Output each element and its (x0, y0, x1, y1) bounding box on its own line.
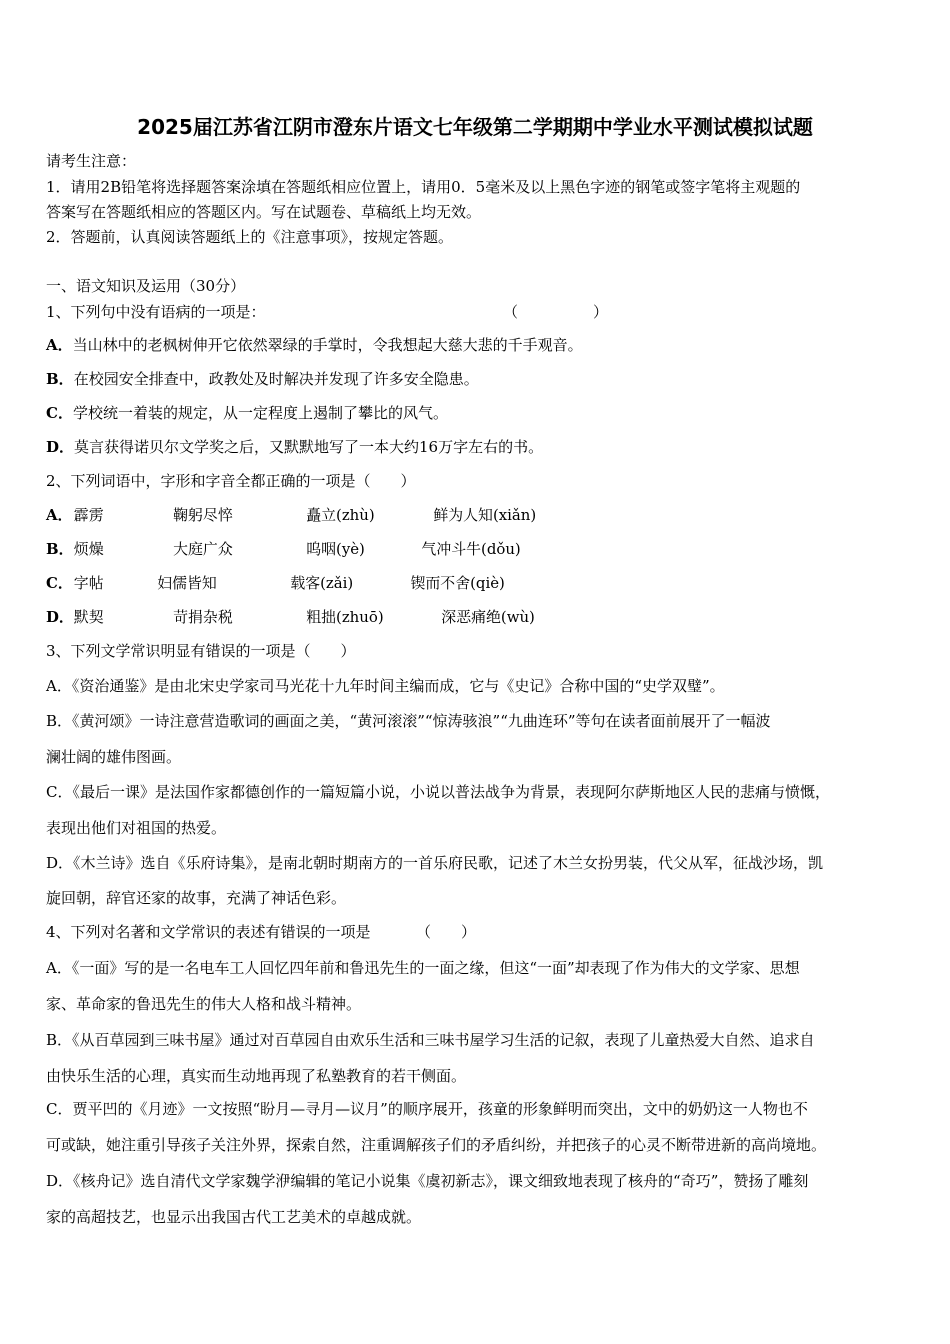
notice-line: 2．答题前，认真阅读答题纸上的《注意事项》，按规定答题。 (46, 228, 454, 246)
word: 鲜为人知(xiǎn) (433, 506, 537, 524)
question-2-stem: 2、下列词语中，字形和字音全都正确的一项是（ ） (46, 472, 416, 490)
option-text: 澜壮阔的雄伟图画。 (46, 748, 182, 766)
word: 载客(zǎi) (290, 574, 354, 592)
word: 粗拙(zhuō) (306, 608, 384, 626)
option-row (46, 335, 583, 355)
word-row (46, 607, 920, 627)
option-text: C．贾平凹的《月迹》一文按照“盼月—寻月—议月”的顺序展开，孩童的形象鲜明而突出，文中的奶奶这一人物也不 (46, 1100, 808, 1118)
option-text: B．《黄河颂》一诗注意营造歌词的画面之美，“黄河滚滚”“惊涛骇浪”“九曲连环”等句在读者面前展开了一幅波 (46, 712, 771, 730)
notice-line: 答案写在答题纸相应的答题区内。写在试题卷、草稿纸上均无效。 (46, 203, 482, 221)
page-title: 2025届江苏省江阴市澄东片语文七年级第二学期期中学业水平测试模拟试题 (137, 115, 813, 139)
option-label: B． (46, 540, 74, 558)
option-label: C． (46, 404, 73, 422)
option-text: B．《从百草园到三味书屋》通过对百草园自由欢乐生活和三味书屋学习生活的记叙，表现了儿童热爱大自然、追求自 (46, 1031, 815, 1049)
word: 呜咽(yè) (306, 540, 365, 558)
notice-header: 请考生注意： (46, 152, 137, 170)
word: 烦燥 (73, 540, 104, 558)
notice-line: 1．请用2B铅笔将选择题答案涂填在答题纸相应位置上，请用0．5毫米及以上黑色字迹的钢笔或签字笔将主观题的 (46, 178, 801, 196)
option-text: 当山林中的老枫树伸开它依然翠绿的手掌时，令我想起大慈大悲的千手观音。 (72, 336, 583, 354)
option-label: D． (46, 438, 75, 456)
option-text: 可或缺，她注重引导孩子关注外界，探索自然，注重调解孩子们的矛盾纠纷，并把孩子的心灵不断带进新的高尚境地。 (46, 1136, 827, 1154)
word: 大庭广众 (173, 540, 233, 558)
word: 锲而不舍(qiè) (410, 574, 505, 592)
option-text: 莫言获得诺贝尔文学奖之后，又默默地写了一本大约16万字左右的书。 (74, 438, 544, 456)
option-text: 家的高超技艺，也显示出我国古代工艺美术的卓越成就。 (46, 1208, 422, 1226)
word: 霹雳 (73, 506, 104, 524)
word: 默契 (73, 608, 104, 626)
word: 深恶痛绝(wù) (441, 608, 535, 626)
option-row (46, 403, 448, 423)
option-text: 旋回朝，辞官还家的故事，充满了神话色彩。 (46, 889, 347, 907)
answer-paren: （ ） (503, 303, 609, 321)
word: 气冲斗牛(dǒu) (421, 540, 521, 558)
option-row (46, 369, 479, 389)
answer-paren: （ ） (416, 923, 477, 941)
option-text: A．《资治通鉴》是由北宋史学家司马光花十九年时间主编而成，它与《史记》合称中国的“史学双璧”。 (46, 677, 725, 695)
word: 矗立(zhù) (306, 506, 375, 524)
word-row (46, 539, 920, 559)
question-3-stem: 3、下列文学常识明显有错误的一项是（ ） (46, 642, 356, 660)
option-label: B． (46, 370, 74, 388)
word: 苛捐杂税 (173, 608, 233, 626)
option-text: 由快乐生活的心理，真实而生动地再现了私塾教育的若干侧面。 (46, 1067, 467, 1085)
section-heading: 一、语文知识及运用（30分） (46, 277, 246, 295)
option-label: A． (46, 336, 73, 354)
option-label: D． (46, 608, 74, 626)
option-text: D．《核舟记》选自清代文学家魏学洢编辑的笔记小说集《虞初新志》，课文细致地表现了核舟的“奇巧”，赞扬了雕刻 (46, 1172, 809, 1190)
option-text: A．《一面》写的是一名电车工人回忆四年前和鲁迅先生的一面之缘，但这“一面”却表现了作为伟大的文学家、思想 (46, 959, 800, 977)
word: 妇儒皆知 (157, 574, 217, 592)
option-label: C． (46, 574, 73, 592)
option-text: 家、革命家的鲁迅先生的伟大人格和战斗精神。 (46, 995, 362, 1013)
word-row (46, 573, 920, 593)
word-row (46, 505, 920, 525)
option-text: 表现出他们对祖国的热爱。 (46, 819, 227, 837)
option-label: A． (46, 506, 73, 524)
option-text: C．《最后一课》是法国作家都德创作的一篇短篇小说，小说以普法战争为背景，表现阿尔萨斯地区人民的悲痛与愤慨， (46, 783, 830, 801)
word: 鞠躬尽悴 (173, 506, 233, 524)
option-text: 在校园安全排查中，政教处及时解决并发现了许多安全隐患。 (73, 370, 479, 388)
question-4-stem: 4、下列对名著和文学常识的表述有错误的一项是 (46, 923, 371, 941)
option-text: 学校统一着装的规定，从一定程度上遏制了攀比的风气。 (72, 404, 448, 422)
option-text: D．《木兰诗》选自《乐府诗集》，是南北朝时期南方的一首乐府民歌，记述了木兰女扮男装，代父从军，征战沙场，凯 (46, 854, 824, 872)
word: 字帖 (73, 574, 104, 592)
option-row (46, 437, 543, 457)
question-1-stem: 1、下列句中没有语病的一项是： (46, 303, 266, 321)
